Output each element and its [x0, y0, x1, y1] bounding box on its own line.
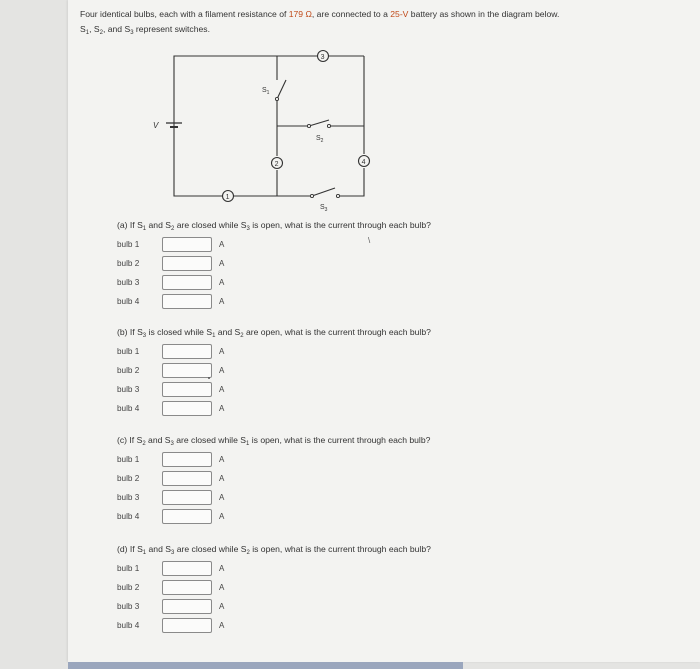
bottom-scroll-strip: [68, 662, 463, 669]
bulb-4-number: 4: [361, 158, 366, 166]
current-input-a-3[interactable]: [162, 275, 212, 290]
problem-statement: Four identical bulbs, each with a filament resistance of 179 Ω, are connected to a 25-V battery as shown in the diagram below. $S_1$, $S_2$, and $S_3$ represent switches.: [80, 9, 560, 36]
bulb-label: bulb 1: [117, 564, 140, 573]
bulb-label: bulb 4: [117, 621, 140, 630]
answer-row-b-bulb-1: [117, 344, 257, 362]
answer-row-c-bulb-2: [117, 471, 257, 489]
question-a: (a) If $S_1$ and $S_2$ are closed while $S_3$ is open, what is the current through each bulb?: [117, 220, 431, 232]
battery-label: V: [153, 121, 159, 130]
unit-label: A: [219, 564, 225, 573]
bulb-label: bulb 4: [117, 404, 140, 413]
switch-s2-pivot: [307, 124, 310, 127]
bulb-label: bulb 1: [117, 347, 140, 356]
bulb-label: bulb 4: [117, 297, 140, 306]
circuit-diagram: [140, 44, 380, 214]
unit-label: A: [219, 583, 225, 592]
switch-s2-blade: [309, 120, 329, 126]
wire-top-left: [174, 56, 318, 114]
switch-s1-pivot: [275, 97, 278, 100]
current-input-d-3[interactable]: [162, 599, 212, 614]
bulb-label: bulb 4: [117, 512, 140, 521]
bulb-3-number: 3: [320, 53, 325, 61]
switch-s3-blade: [312, 188, 335, 196]
unit-label: A: [219, 278, 225, 287]
unit-label: A: [219, 366, 225, 375]
switch-s1-blade: [277, 80, 286, 99]
current-input-b-2[interactable]: [162, 363, 212, 378]
wire-right-lower: [338, 168, 364, 196]
switch-s2-contact: [327, 124, 330, 127]
unit-label: A: [219, 385, 225, 394]
stray-dot: [208, 377, 210, 379]
unit-label: A: [219, 602, 225, 611]
bulb-label: bulb 2: [117, 259, 140, 268]
answer-row-d-bulb-4: [117, 618, 257, 636]
bulb-label: bulb 3: [117, 493, 140, 502]
intro-text-2: , are connected to a: [311, 9, 391, 19]
question-b: (b) If $S_3$ is closed while $S_1$ and $S_2$ are open, what is the current through each bulb?: [117, 327, 431, 339]
current-input-d-1[interactable]: [162, 561, 212, 576]
voltage-value: 25-V: [390, 9, 409, 19]
bulb-label: bulb 3: [117, 602, 140, 611]
current-input-a-2[interactable]: [162, 256, 212, 271]
answer-row-a-bulb-4: [117, 294, 257, 312]
intro-text-4: represent switches.: [135, 24, 210, 34]
resistance-value: 179 Ω: [288, 9, 312, 19]
bulb-1-number: 1: [225, 193, 230, 201]
answer-row-a-bulb-1: [117, 237, 257, 255]
question-c: (c) If $S_2$ and $S_3$ are closed while $S_1$ is open, what is the current through each bulb?: [117, 435, 431, 447]
current-input-b-4[interactable]: [162, 401, 212, 416]
current-input-a-1[interactable]: [162, 237, 212, 252]
current-input-b-3[interactable]: [162, 382, 212, 397]
wire-left-bottom: [174, 114, 222, 196]
current-input-c-2[interactable]: [162, 471, 212, 486]
bulb-label: bulb 2: [117, 474, 140, 483]
answer-row-d-bulb-1: [117, 561, 257, 579]
answer-row-b-bulb-2: [117, 363, 257, 381]
current-input-d-2[interactable]: [162, 580, 212, 595]
switch-s1-name: $S_1$: [80, 24, 90, 36]
current-input-c-4[interactable]: [162, 509, 212, 524]
answer-row-a-bulb-2: [117, 256, 257, 274]
unit-label: A: [219, 621, 225, 630]
current-input-b-1[interactable]: [162, 344, 212, 359]
answer-row-c-bulb-1: [117, 452, 257, 470]
switch-s2-label: $S_2$: [316, 135, 324, 144]
intro-text-3: battery as shown in the diagram below.: [408, 9, 560, 19]
unit-label: A: [219, 297, 225, 306]
answer-row-a-bulb-3: [117, 275, 257, 293]
switch-s3-contact: [336, 194, 339, 197]
unit-label: A: [219, 240, 225, 249]
answer-row-c-bulb-4: [117, 509, 257, 527]
switch-s3-label: $S_3$: [320, 204, 328, 213]
answer-row-d-bulb-2: [117, 580, 257, 598]
stray-mark: \: [368, 236, 371, 245]
answer-row-c-bulb-3: [117, 490, 257, 508]
bulb-label: bulb 3: [117, 385, 140, 394]
current-input-d-4[interactable]: [162, 618, 212, 633]
unit-label: A: [219, 512, 225, 521]
answer-row-d-bulb-3: [117, 599, 257, 617]
bulb-label: bulb 3: [117, 278, 140, 287]
unit-label: A: [219, 474, 225, 483]
current-input-c-1[interactable]: [162, 452, 212, 467]
answer-row-b-bulb-4: [117, 401, 257, 419]
bulb-2-number: 2: [274, 160, 279, 168]
unit-label: A: [219, 347, 225, 356]
intro-text-1: Four identical bulbs, each with a filament resistance of: [80, 9, 289, 19]
current-input-a-4[interactable]: [162, 294, 212, 309]
bulb-label: bulb 2: [117, 366, 140, 375]
current-input-c-3[interactable]: [162, 490, 212, 505]
answer-row-b-bulb-3: [117, 382, 257, 400]
unit-label: A: [219, 493, 225, 502]
bulb-label: bulb 1: [117, 240, 140, 249]
question-d: (d) If $S_1$ and $S_3$ are closed while $S_2$ is open, what is the current through each bulb?: [117, 544, 431, 556]
bulb-label: bulb 2: [117, 583, 140, 592]
unit-label: A: [219, 455, 225, 464]
switch-s2-name: $S_2$: [93, 24, 103, 36]
unit-label: A: [219, 259, 225, 268]
switch-s1-label: $S_1$: [262, 87, 270, 96]
unit-label: A: [219, 404, 225, 413]
switch-s3-pivot: [310, 194, 313, 197]
switch-s3-name: $S_3$: [124, 24, 134, 36]
bulb-label: bulb 1: [117, 455, 140, 464]
